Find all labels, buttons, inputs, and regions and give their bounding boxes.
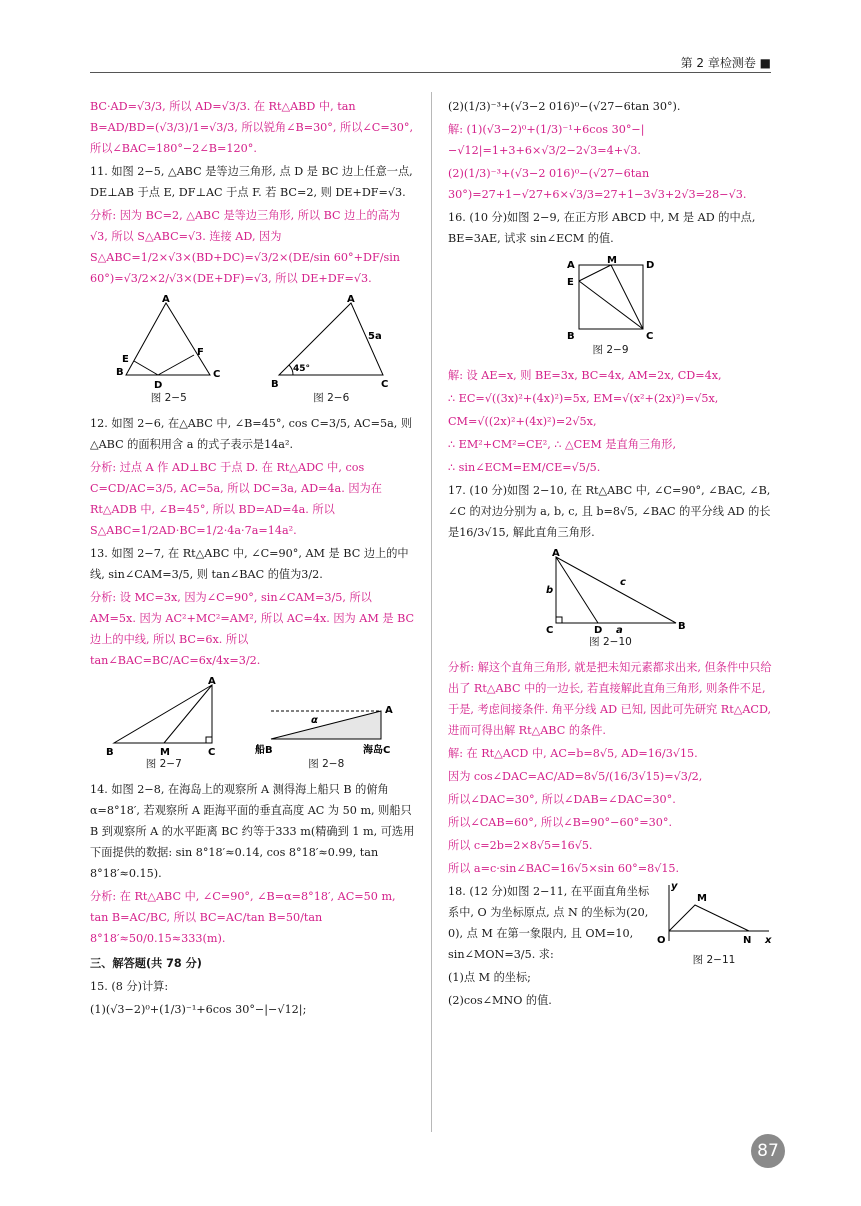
question-13: 13. 如图 2−7, 在 Rt△ABC 中, ∠C=90°, AM 是 BC 边上的中线, sin∠CAM=3/5, 则 tan∠BAC 的值为3/2. [90, 547, 409, 581]
svg-text:A: A [207, 677, 216, 687]
solution-17-line-5: 所以 c=2b=2×8√5=16√5. [448, 839, 593, 852]
solution-17-line-4: 所以∠CAB=60°, 所以∠B=90°−60°=30°. [448, 816, 673, 829]
svg-text:M: M [606, 255, 617, 266]
analysis-12: 分析: 过点 A 作 AD⊥BC 于点 D. 在 Rt△ADC 中, cos C=CD/AC=3/5, AC=5a, 所以 DC=3a, AD=4a. 因为在 Rt△ADB 中, ∠B=45°, 所以 BD=AD=4a. 所以 S△ABC=1/2AD·BC=1/2·4a·7a=14a². [90, 461, 382, 537]
header-rule [90, 52, 771, 73]
figures-7-8 [90, 677, 415, 771]
island-observation-diagram [251, 701, 401, 757]
solution-16-line-1: 解: 设 AE=x, 则 BE=3x, BC=4x, AM=2x, CD=4x, [448, 369, 722, 382]
svg-text:A: A [566, 260, 575, 271]
solution-17-line-2: 因为 cos∠DAC=AC/AD=8√5/(16/3√15)=√3/2, [448, 770, 703, 783]
page-number: 87 [751, 1134, 785, 1168]
svg-text:B: B [115, 367, 124, 378]
left-column [90, 96, 415, 1022]
solution-17-line-3: 所以∠DAC=30°, 所以∠DAB=∠DAC=30°. [448, 793, 676, 806]
analysis-13: 分析: 设 MC=3x, 因为∠C=90°, sin∠CAM=3/5, 所以 AM=5x. 因为 AC²+MC²=AM², 所以 AC=4x. 因为 AM 是 BC 边上的中线, 所以 BC=6x. 所以 tan∠BAC=BC/AC=6x/4x=3/2. [90, 591, 415, 667]
svg-text:a: a [615, 625, 623, 635]
caption-2-8: 图 2−8 [308, 758, 345, 770]
svg-text:B: B [105, 747, 114, 757]
svg-text:C: C [207, 747, 216, 757]
figure-2-9 [561, 255, 661, 357]
figure-2-8 [251, 701, 401, 771]
answer-10-continued: BC·AD=√3/3, 所以 AD=√3/3. 在 Rt△ABD 中, tan B=AD/BD=(√3/3)/1=√3/3, 所以锐角∠B=30°, 所以∠C=30°, 所以∠BAC=180°−2∠B=120°. [90, 100, 414, 155]
triangle-45-diagram [271, 295, 391, 391]
question-11: 11. 如图 2−5, △ABC 是等边三角形, 点 D 是 BC 边上任意一点, DE⊥AB 于点 E, DF⊥AC 于点 F. 若 BC=2, 则 DE+DF=√3. [90, 165, 413, 199]
figure-2-10 [536, 549, 686, 649]
svg-text:E: E [121, 354, 129, 365]
svg-text:45°: 45° [293, 364, 311, 374]
solution-16-line-3: CM=√((2x)²+(4x)²)=2√5x, [448, 415, 597, 428]
svg-text:α: α [311, 715, 319, 726]
figures-5-6 [90, 295, 415, 405]
question-18-part-2: (2)cos∠MNO 的值. [448, 994, 552, 1007]
solution-15-part-2: (2)(1/3)⁻³+(√3−2 016)⁰−(√27−6tan 30°)=27+1−√27+6×√3/3=27+1−3√3+2√3=28−√3. [448, 167, 747, 201]
figure-2-11 [655, 881, 773, 967]
equilateral-triangle-diagram [114, 295, 224, 391]
svg-text:F: F [196, 347, 204, 358]
figure-2-5 [114, 295, 224, 405]
svg-text:D: D [153, 380, 163, 391]
svg-text:A: A [161, 295, 170, 305]
svg-text:E: E [566, 277, 574, 288]
caption-2-7: 图 2−7 [145, 758, 182, 770]
svg-text:M: M [697, 893, 707, 904]
analysis-17: 分析: 解这个直角三角形, 就是把未知元素都求出来, 但条件中只给出了 Rt△ABC 中的一边长, 若直接解此直角三角形, 则条件不足, 于是, 考虑间接条件. 角平分线 AD 已知, 因此可先研究 Rt△ACD, 进而可得出解 Rt△ABC 的条件. [448, 661, 772, 737]
column-divider [431, 92, 432, 1132]
svg-text:N: N [743, 935, 752, 946]
question-18-block [448, 881, 773, 967]
question-15-part-2: (2)(1/3)⁻³+(√3−2 016)⁰−(√27−6tan 30°). [448, 100, 681, 113]
figure-2-7 [104, 677, 224, 771]
caption-2-5: 图 2−5 [150, 392, 187, 404]
coordinate-diagram [655, 881, 773, 953]
svg-text:C: C [381, 379, 389, 390]
svg-text:B: B [677, 621, 686, 632]
question-17: 17. (10 分)如图 2−10, 在 Rt△ABC 中, ∠C=90°, ∠BAC, ∠B, ∠C 的对边分别为 a, b, c, 且 b=8√5, ∠BAC 的平分线 AD 的长是16/3√15, 解此直角三角形. [448, 484, 771, 539]
solution-16-line-5: ∴ sin∠ECM=EM/CE=√5/5. [448, 461, 601, 474]
svg-text:y: y [671, 881, 678, 892]
question-14: 14. 如图 2−8, 在海岛上的观察所 A 测得海上船只 B 的俯角 α=8°18′, 若观察所 A 距海平面的垂直高度 AC 为 50 m, 则船只 B 到观察所 A 的水平距离 BC 约等于333 m(精确到 1 m, 可选用下面提供的数据: sin 8°18′≈0.14, cos 8°18′≈0.99, tan 8°18′≈0.15). [90, 783, 415, 880]
square-diagram [561, 255, 661, 343]
svg-text:D: D [645, 260, 654, 271]
svg-text:c: c [619, 577, 626, 588]
svg-text:b: b [545, 585, 553, 596]
svg-text:B: B [566, 331, 575, 342]
question-18-part-1: (1)点 M 的坐标; [448, 971, 531, 984]
figure-row-2-10 [448, 549, 773, 649]
right-triangle-median-diagram [104, 677, 224, 757]
caption-2-10: 图 2−10 [589, 636, 632, 648]
svg-text:D: D [593, 625, 602, 635]
question-15: 15. (8 分)计算: [90, 980, 169, 993]
svg-text:B: B [271, 379, 279, 390]
svg-text:O: O [657, 935, 666, 946]
question-15-part-1: (1)(√3−2)⁰+(1/3)⁻¹+6cos 30°−|−√12|; [90, 1003, 307, 1016]
svg-text:C: C [212, 369, 221, 380]
right-column [448, 96, 773, 1013]
solution-16-line-2: ∴ EC=√((3x)²+(4x)²)=5x, EM=√(x²+(2x)²)=√5x, [448, 392, 719, 405]
question-12: 12. 如图 2−6, 在△ABC 中, ∠B=45°, cos C=3/5, AC=5a, 则△ABC 的面积用含 a 的式子表示是14a². [90, 417, 413, 451]
question-18: 18. (12 分)如图 2−11, 在平面直角坐标系中, O 为坐标原点, 点 N 的坐标为(20, 0), 点 M 在第一象限内, 且 OM=10, sin∠MON=3/5. 求: [448, 885, 650, 961]
solution-17-line-1: 解: 在 Rt△ACD 中, AC=b=8√5, AD=16/3√15. [448, 747, 698, 760]
caption-2-6: 图 2−6 [313, 392, 350, 404]
angle-bisector-diagram [536, 549, 686, 635]
question-16: 16. (10 分)如图 2−9, 在正方形 ABCD 中, M 是 AD 的中点, BE=3AE, 试求 sin∠ECM 的值. [448, 211, 756, 245]
svg-text:海岛C: 海岛C [363, 745, 391, 756]
analysis-14: 分析: 在 Rt△ABC 中, ∠C=90°, ∠B=α=8°18′, AC=50 m, tan B=AC/BC, 所以 BC=AC/tan B=50/tan 8°18′≈50/0.15≈333(m). [90, 890, 396, 945]
svg-text:5a: 5a [368, 331, 382, 342]
analysis-11: 分析: 因为 BC=2, △ABC 是等边三角形, 所以 BC 边上的高为√3, 所以 S△ABC=√3. 连接 AD, 因为 S△ABC=1/2×√3×(BD+DC)=√3/2×(DE/sin 60°+DF/sin 60°)=√3/2×2/√3×(DE+DF)=√3, 所以 DE+DF=√3. [90, 209, 401, 285]
svg-text:A: A [551, 549, 560, 559]
svg-text:x: x [765, 935, 772, 946]
svg-text:C: C [645, 331, 653, 342]
solution-16-line-4: ∴ EM²+CM²=CE², ∴ △CEM 是直角三角形, [448, 438, 677, 451]
caption-2-9: 图 2−9 [592, 344, 629, 356]
svg-text:A: A [347, 295, 355, 305]
svg-text:C: C [545, 625, 553, 635]
figure-row-2-9 [448, 255, 773, 357]
svg-text:A: A [385, 705, 393, 716]
solution-15-part-1: 解: (1)(√3−2)⁰+(1/3)⁻¹+6cos 30°−|−√12|=1+3+6×√3/2−2√3=4+√3. [448, 123, 645, 157]
svg-text:M: M [159, 747, 170, 757]
svg-text:船B: 船B [255, 745, 273, 756]
caption-2-11: 图 2−11 [692, 954, 736, 966]
section-heading-3: 三、解答题(共 78 分) [90, 957, 202, 970]
figure-2-6 [271, 295, 391, 405]
solution-17-line-6: 所以 a=c·sin∠BAC=16√5×sin 60°=8√15. [448, 862, 680, 875]
page-header: 第 2 章检测卷 ■ [680, 56, 771, 70]
